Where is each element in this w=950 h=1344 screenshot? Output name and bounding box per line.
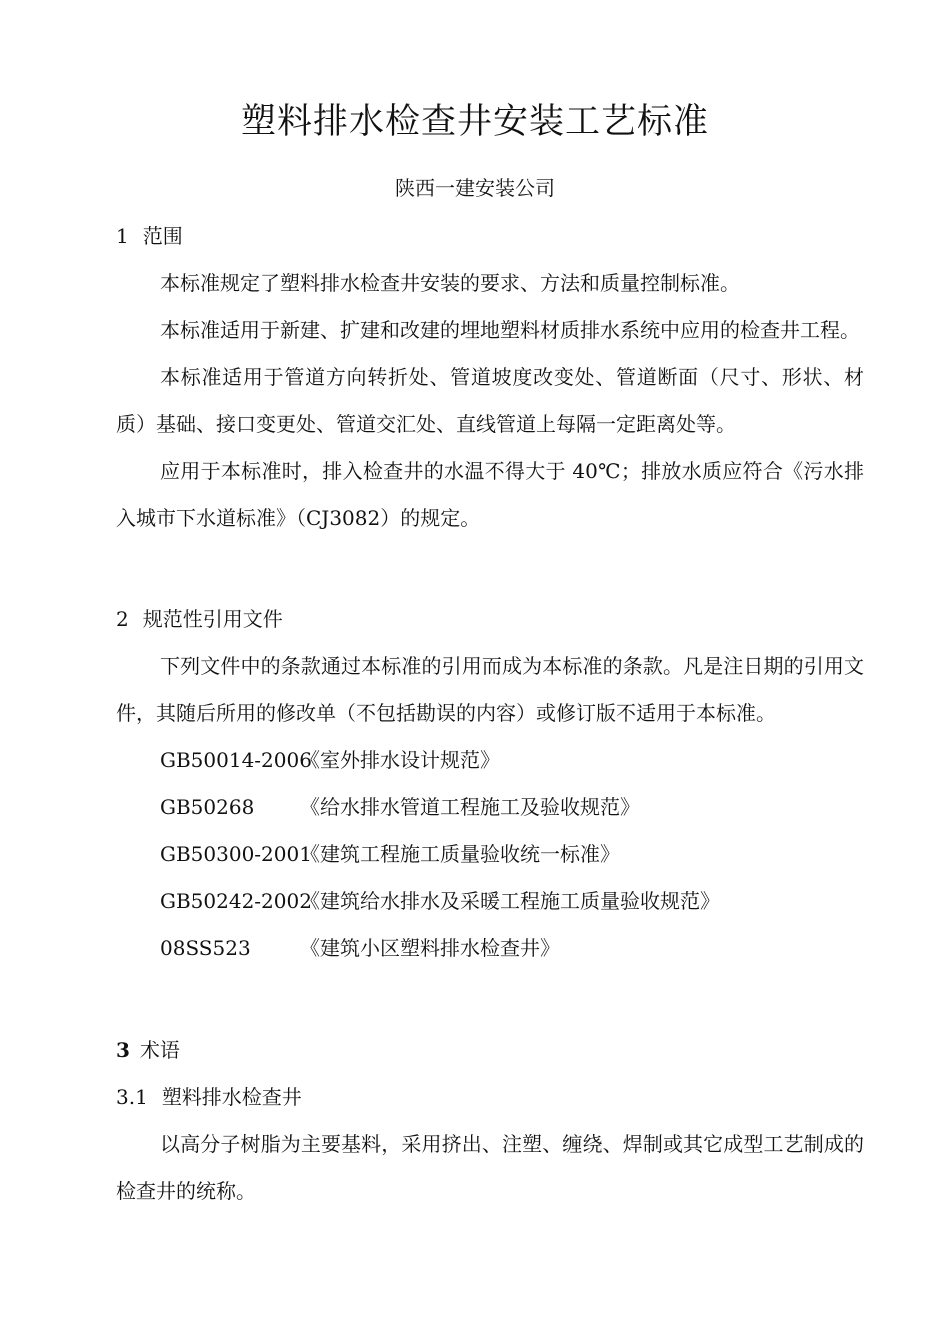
reference-item: [160, 831, 864, 878]
reference-item: [160, 737, 864, 784]
reference-name: 《建筑小区塑料排水检查井》: [300, 936, 560, 960]
section-heading: [116, 596, 864, 643]
reference-code: GB50268: [160, 795, 255, 819]
reference-code: GB50014-2006: [160, 748, 312, 772]
paragraph: 应用于本标准时，排入检查井的水温不得大于 40℃；排放水质应符合《污水排入城市下水道标准》（CJ3082）的规定。: [116, 459, 864, 530]
subsection-heading: [116, 1074, 864, 1121]
section-title: 规范性引用文件: [142, 607, 283, 631]
reference-list: [116, 737, 864, 972]
reference-item: [160, 925, 864, 972]
paragraph: 以高分子树脂为主要基料，采用挤出、注塑、缠绕、焊制或其它成型工艺制成的检查井的统称。: [116, 1132, 864, 1203]
subsection-number: 3.1: [116, 1085, 148, 1109]
section-1: [116, 213, 864, 542]
paragraph: 本标准适用于管道方向转折处、管道坡度改变处、管道断面（尺寸、形状、材质）基础、接口变更处、管道交汇处、直线管道上每隔一定距离处等。: [116, 365, 864, 436]
reference-item: [160, 784, 864, 831]
section-heading: [116, 1027, 864, 1074]
paragraph: 本标准适用于新建、扩建和改建的埋地塑料材质排水系统中应用的检查井工程。: [160, 318, 860, 342]
section-number: 2: [116, 607, 129, 631]
reference-item: [160, 878, 864, 925]
reference-name: 《建筑给水排水及采暖工程施工质量验收规范》: [300, 889, 720, 913]
paragraph: 下列文件中的条款通过本标准的引用而成为本标准的条款。凡是注日期的引用文件，其随后所用的修改单（不包括勘误的内容）或修订版不适用于本标准。: [116, 654, 864, 725]
document-title: 塑料排水检查井安装工艺标准: [240, 102, 709, 142]
section-number: 1: [116, 224, 129, 248]
section-heading: [116, 213, 864, 260]
section-3: [116, 1027, 864, 1215]
paragraph: 本标准规定了塑料排水检查井安装的要求、方法和质量控制标准。: [160, 271, 740, 295]
document-subtitle: 陕西一建安装公司: [395, 176, 555, 200]
reference-code: 08SS523: [160, 936, 251, 960]
subsection-title: 塑料排水检查井: [161, 1085, 302, 1109]
reference-name: 《建筑工程施工质量验收统一标准》: [300, 842, 620, 866]
section-2: [116, 596, 864, 972]
section-number: 3: [116, 1038, 130, 1062]
reference-name: 《给水排水管道工程施工及验收规范》: [300, 795, 640, 819]
reference-name: 《室外排水设计规范》: [300, 748, 500, 772]
section-title: 术语: [139, 1038, 180, 1062]
reference-code: GB50242-2002: [160, 889, 312, 913]
reference-code: GB50300-2001: [160, 842, 312, 866]
section-title: 范围: [142, 224, 183, 248]
